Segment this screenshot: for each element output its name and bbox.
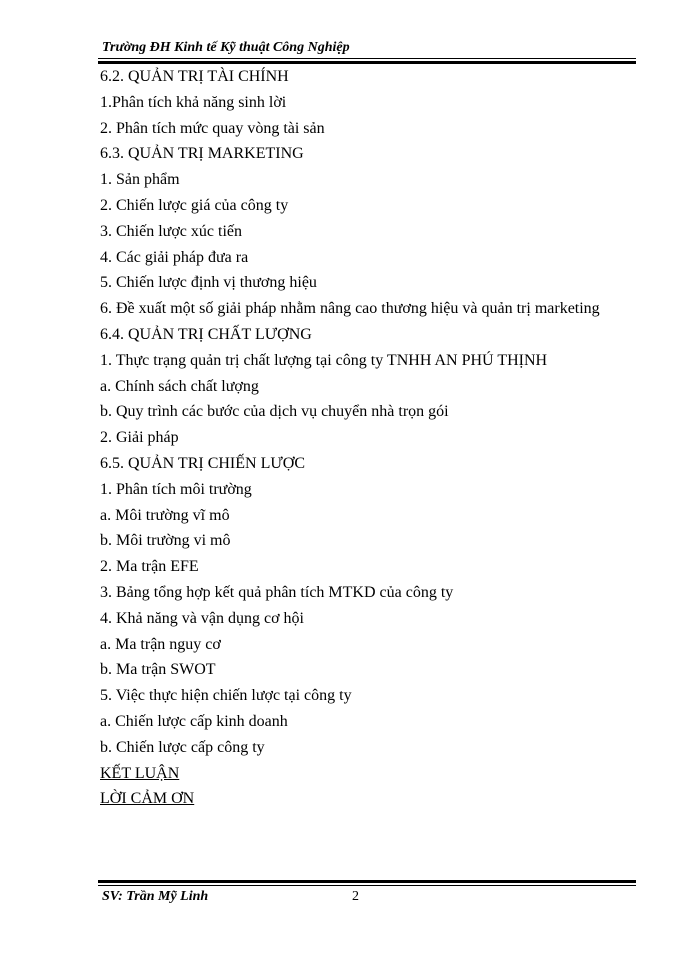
toc-entry: 5. Việc thực hiện chiến lược tại công ty: [100, 687, 352, 705]
toc-entry: b. Quy trình các bước của dịch vụ chuyển nhà trọn gói: [100, 403, 449, 421]
toc-entry: 1.Phân tích khả năng sinh lời: [100, 93, 287, 111]
toc-entry: 3. Chiến lược xúc tiến: [100, 222, 242, 240]
toc-entry: 4. Các giải pháp đưa ra: [100, 248, 249, 266]
toc-entry: a. Môi trường vĩ mô: [100, 506, 230, 524]
page-number: 2: [352, 889, 359, 904]
toc-entry: 2. Ma trận EFE: [100, 558, 199, 576]
toc-entry: 6.4. QUẢN TRỊ CHẤT LƯỢNG: [100, 325, 312, 343]
toc-entry: 6.2. QUẢN TRỊ TÀI CHÍNH: [100, 68, 289, 85]
toc-entry: 1. Thực trạng quản trị chất lượng tại công ty TNHH AN PHÚ THỊNH: [100, 351, 548, 369]
toc-entry: a. Ma trận nguy cơ: [100, 635, 221, 653]
toc-entry: 5. Chiến lược định vị thương hiệu: [100, 274, 317, 292]
toc-entry: 6.3. QUẢN TRỊ MARKETING: [100, 145, 304, 163]
toc-entry: 6.5. QUẢN TRỊ CHIẾN LƯỢC: [100, 454, 305, 472]
toc-entry: 2. Giải pháp: [100, 429, 179, 447]
toc-entry: a. Chiến lược cấp kinh doanh: [100, 712, 288, 730]
toc-entry: b. Môi trường vi mô: [100, 532, 231, 550]
footer-rule-thick: [98, 880, 636, 883]
page-header: Trường ĐH Kinh tế Kỹ thuật Công Nghiệp: [102, 40, 350, 55]
toc-entry: b. Ma trận SWOT: [100, 661, 216, 679]
table-of-contents: [100, 64, 640, 812]
toc-link[interactable]: KẾT LUẬN: [100, 764, 180, 782]
toc-entry: 1. Sản phẩm: [100, 171, 180, 189]
footer-author: SV: Trần Mỹ Linh: [102, 889, 209, 904]
header-rule-thin: [98, 58, 636, 59]
footer-rule-thin: [98, 885, 636, 886]
toc-entry: 2. Chiến lược giá của công ty: [100, 196, 289, 214]
toc-entry: a. Chính sách chất lượng: [100, 377, 259, 395]
toc-entry: 1. Phân tích môi trường: [100, 480, 252, 498]
toc-entry: 4. Khả năng và vận dụng cơ hội: [100, 609, 304, 627]
toc-entry: 3. Bảng tổng hợp kết quả phân tích MTKD của công ty: [100, 583, 454, 601]
toc-entry: 2. Phân tích mức quay vòng tài sản: [100, 119, 325, 137]
toc-entry: b. Chiến lược cấp công ty: [100, 738, 265, 756]
toc-link[interactable]: LỜI CẢM ƠN: [100, 790, 195, 808]
toc-entry: 6. Đề xuất một số giải pháp nhằm nâng cao thương hiệu và quản trị marketing: [100, 300, 600, 318]
